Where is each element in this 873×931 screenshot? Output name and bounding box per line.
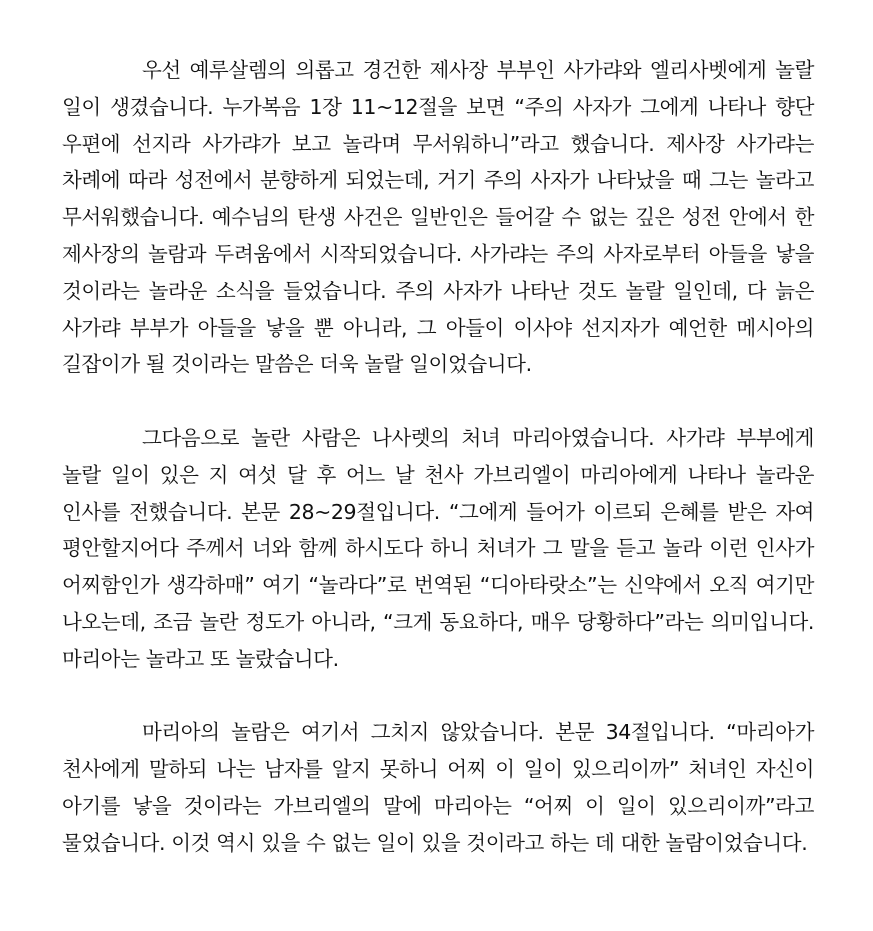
paragraph-1: 우선 예루살렘의 의롭고 경건한 제사장 부부인 사가랴와 엘리사벳에게 놀랄 일이 생겼습니다. 누가복음 1장 11~12절을 보면 “주의 사자가 그에게 나타나 향단 우편에 선지라 사가랴가 보고 놀라며 무서워하니”라고 했습니다. 제사장 사가랴는 차례에 따라 성전에서 분향하게 되었는데, 거기 주의 사자가 나타났을 때 그는 놀라고 무서워했습니다. 예수님의 탄생 사건은 일반인은 들어갈 수 없는 깊은 성전 안에서 한 제사장의 놀람과 두려움에서 시작되었습니다. 사가랴는 주의 사자로부터 아들을 낳을 것이라는 놀라운 소식을 들었습니다. 주의 사자가 나타난 것도 놀랄 일인데, 다 늙은 사가랴 부부가 아들을 낳을 뿐 아니라, 그 아들이 이사야 선지자가 예언한 메시아의 길잡이가 될 것이라는 말씀은 더욱 놀랄 일이었습니다. [62, 58, 814, 377]
document-body [62, 52, 814, 862]
paragraph-2: 그다음으로 놀란 사람은 나사렛의 처녀 마리아였습니다. 사가랴 부부에게 놀랄 일이 있은 지 여섯 달 후 어느 날 천사 가브리엘이 마리아에게 나타나 놀라운 인사를 전했습니다. 본문 28~29절입니다. “그에게 들어가 이르되 은혜를 받은 자여 평안할지어다 주께서 너와 함께 하시도다 하니 처녀가 그 말을 듣고 놀라 이런 인사가 어찌함인가 생각하매” 여기 “놀라다”로 번역된 “디아타랏소”는 신약에서 오직 여기만 나오는데, 조금 놀란 정도가 아니라, “크게 동요하다, 매우 당황하다”라는 의미입니다. 마리아는 놀라고 또 놀랐습니다. [62, 425, 814, 671]
paragraph-3: 마리아의 놀람은 여기서 그치지 않았습니다. 본문 34절입니다. “마리아가 천사에게 말하되 나는 남자를 알지 못하니 어찌 이 일이 있으리이까” 처녀인 자신이 아기를 낳을 것이라는 가브리엘의 말에 마리아는 “어찌 이 일이 있으리이까”라고 물었습니다. 이것 역시 있을 수 없는 일이 있을 것이라고 하는 데 대한 놀람이었습니다. [62, 720, 814, 855]
